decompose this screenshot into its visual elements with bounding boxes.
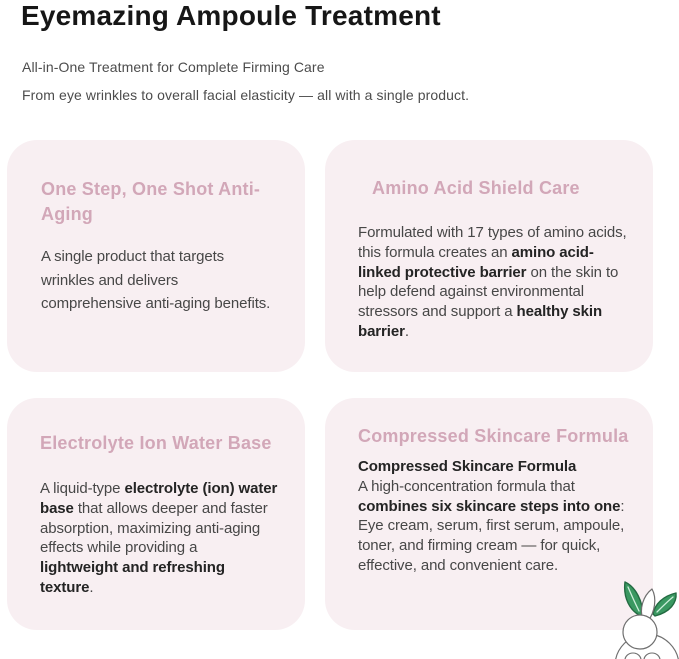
card-heading-electrolyte: Electrolyte Ion Water Base [40, 433, 272, 453]
bunny-illustration [595, 560, 679, 659]
feature-card-one-step [7, 140, 305, 372]
leaf-right-icon [653, 593, 676, 616]
feature-card-electrolyte [7, 398, 305, 630]
subtitle-line-2: From eye wrinkles to overall facial elasticity — all with a single product. [22, 87, 470, 103]
card-body-electrolyte: A liquid-type electrolyte (ion) water base that allows deeper and faster absorption, maximizing anti-aging effects while providing a lightweight and refreshing texture. [40, 480, 278, 596]
card-heading-one-step: One Step, One Shot Anti-Aging [41, 179, 261, 224]
leaf-left-icon [625, 582, 643, 616]
card-heading-amino-acid: Amino Acid Shield Care [372, 178, 580, 198]
card-body-compressed: Compressed Skincare Formula A high-concentration formula that combines six skincare steps into one: Eye cream, serum, first serum, ampoule, toner, and firming cream — for quick, effective, and convenient care. [358, 458, 625, 574]
bunny-head [623, 615, 657, 649]
subtitle-line-1: All-in-One Treatment for Complete Firming Care [22, 59, 325, 75]
page-title: Eyemazing Ampoule Treatment [21, 0, 441, 31]
card-body-one-step: A single product that targets wrinkles and delivers comprehensive anti-aging benefits. [41, 248, 271, 312]
card-body-amino-acid: Formulated with 17 types of amino acids, this formula creates an amino acid-linked protective barrier on the skin to help defend against environmental stressors and support a healthy skin barrier. [358, 224, 627, 340]
card-heading-compressed: Compressed Skincare Formula [358, 426, 629, 446]
feature-card-amino-acid [325, 140, 653, 372]
